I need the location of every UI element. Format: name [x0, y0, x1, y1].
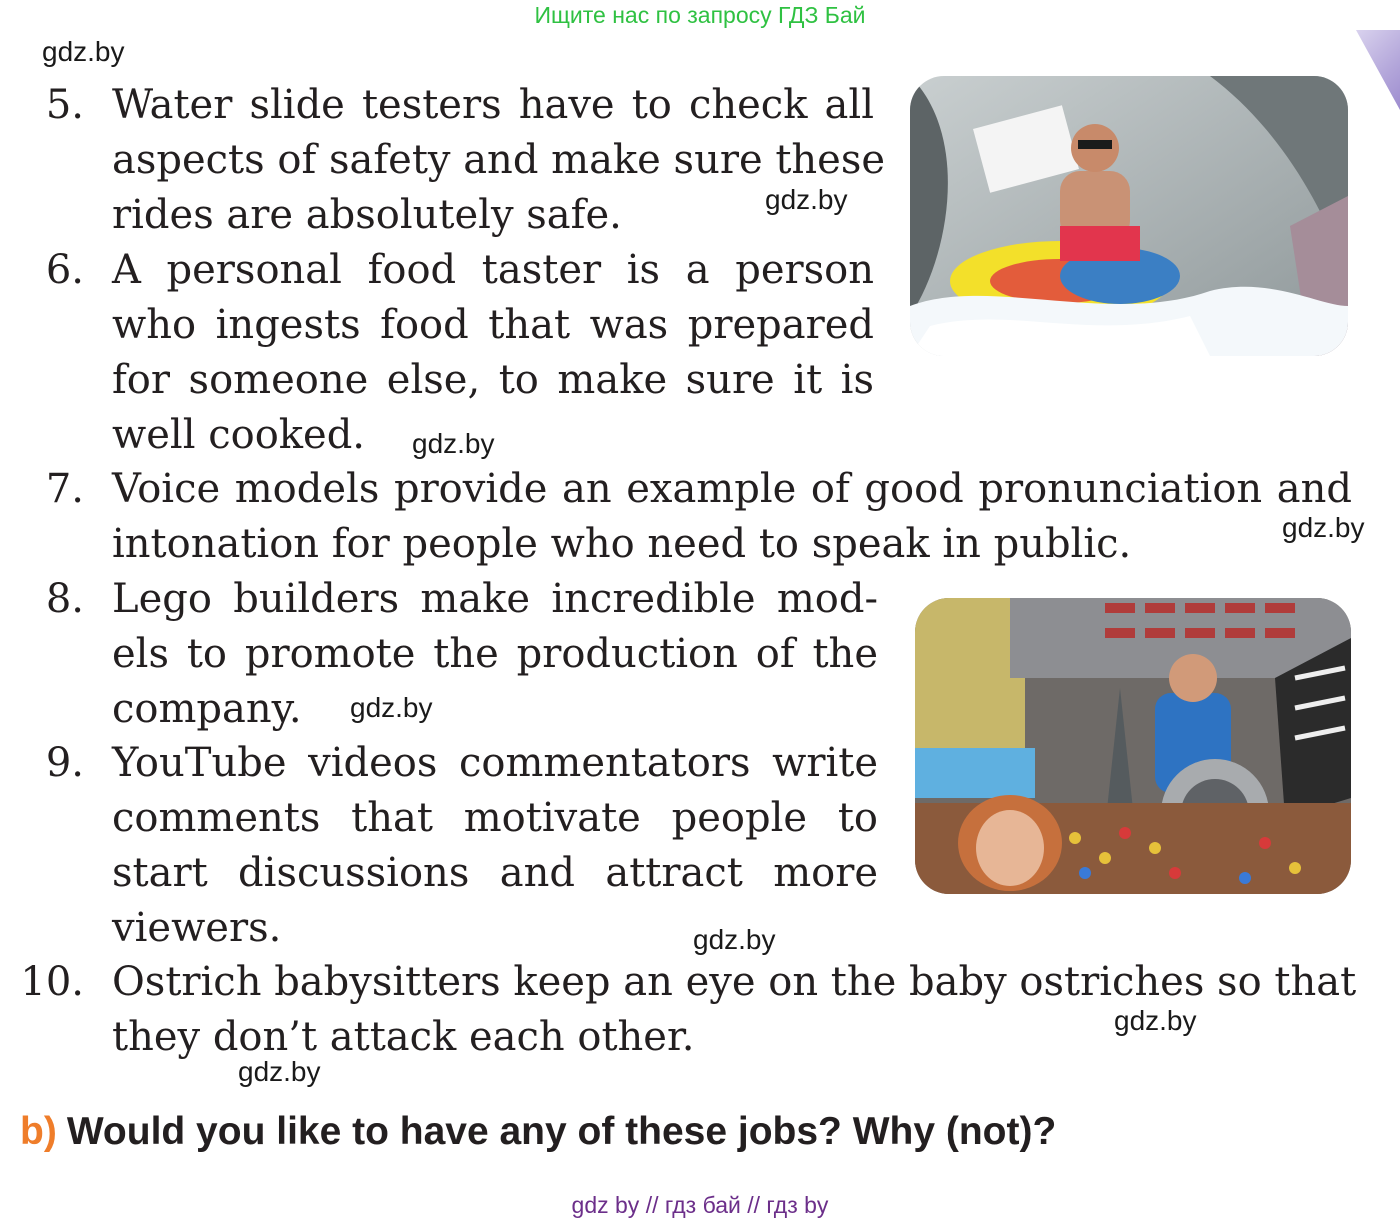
- water-slide-photo: [910, 76, 1348, 356]
- item-line: rides are absolutely safe.: [112, 192, 622, 238]
- item-line: for someone else, to make sure it is: [112, 357, 874, 403]
- top-banner: Ищите нас по запросу ГДЗ Бай: [534, 2, 866, 28]
- watermark: gdz.by: [412, 428, 495, 459]
- item-line: Ostrich babysitters keep an eye on the baby ostriches so that: [112, 959, 1357, 1005]
- item-line: aspects of safety and make sure these: [112, 137, 886, 183]
- footer: gdz by // гдз бай // гдз by: [571, 1192, 829, 1218]
- item-line: els to promote the production of the: [112, 631, 878, 677]
- watermark: gdz.by: [693, 924, 776, 955]
- question: [20, 1110, 1056, 1154]
- watermark: gdz.by: [350, 692, 433, 723]
- item-line: start discussions and attract more: [112, 850, 878, 896]
- item-line: intonation for people who need to speak in public.: [112, 521, 1132, 567]
- item-line: A personal food taster is a person: [112, 247, 874, 293]
- watermark: gdz.by: [1114, 1005, 1197, 1036]
- item-number: 9.: [45, 740, 84, 786]
- watermark: gdz.by: [1282, 512, 1365, 543]
- item-line: Lego builders make incredible mod-: [112, 576, 878, 622]
- item-line: Water slide testers have to check all: [112, 82, 874, 128]
- item-number: 5.: [45, 82, 84, 128]
- item-line: viewers.: [112, 905, 282, 951]
- lego-builder-illustration: [915, 598, 1351, 894]
- item-line: well cooked.: [112, 412, 366, 458]
- item-line: comments that motivate people to: [112, 795, 878, 841]
- item-line: who ingests food that was prepared: [112, 302, 874, 348]
- water-slide-illustration: [910, 76, 1348, 356]
- item-number: 7.: [45, 466, 84, 512]
- question-text: Would you like to have any of these jobs? Why (not)?: [66, 1110, 1057, 1153]
- item-line: company.: [112, 686, 302, 732]
- item-line: YouTube videos commentators write: [112, 740, 878, 786]
- watermark: gdz.by: [765, 184, 848, 215]
- item-number: 10.: [20, 959, 84, 1005]
- item-line: they don’t attack each other.: [112, 1014, 695, 1060]
- watermark: gdz.by: [238, 1056, 321, 1087]
- page-corner-decoration: [1356, 30, 1400, 110]
- watermark: gdz.by: [42, 36, 125, 67]
- item-number: 6.: [45, 247, 84, 293]
- question-label: b): [20, 1110, 57, 1153]
- item-number: 8.: [45, 576, 84, 622]
- lego-builder-photo: [915, 598, 1351, 894]
- item-line: Voice models provide an example of good pronunciation and: [112, 466, 1352, 512]
